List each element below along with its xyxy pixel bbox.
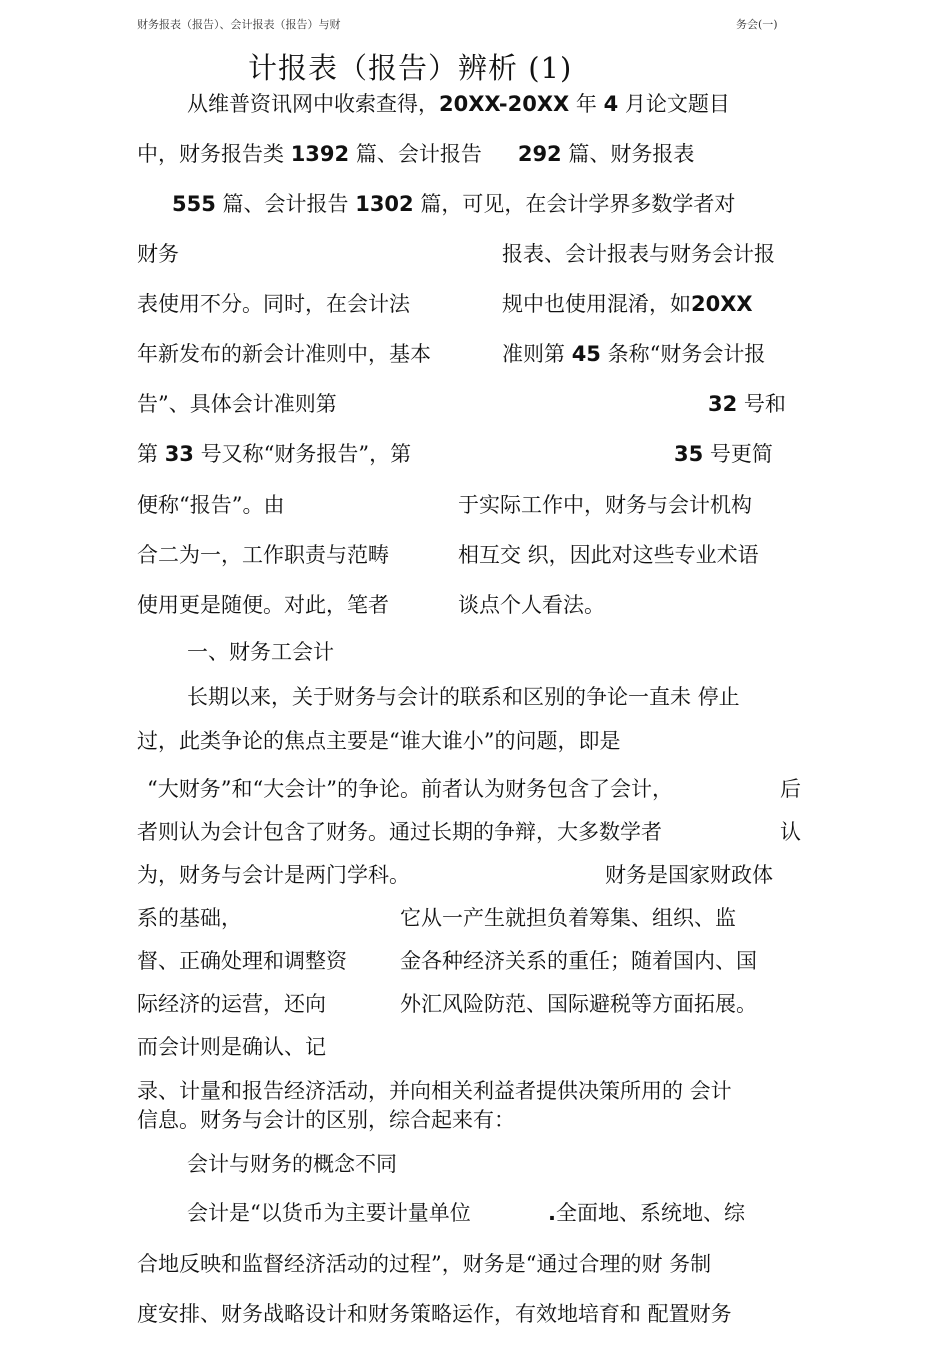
body-line-9: 而会计则是确认、记 — [137, 1035, 326, 1059]
body-line-5a: 为，财务与会计是两门学科。 — [137, 863, 410, 887]
intro-line-2: 中，财务报告类 1392 篇、会计报告 292 篇、财务报表 — [137, 142, 695, 166]
intro-line-1: 从维普资讯网中收索查得，20XX-20XX 年 4 月论文题目 — [187, 92, 730, 116]
header-left: 财务报表（报告）、会计报表（报告）与财 — [137, 18, 341, 31]
body-line-3a: “大财务”和“大会计”的争论。前者认为财务包含了会计， — [147, 777, 673, 801]
intro-line-9a: 便称“报告”。由 — [137, 493, 285, 517]
body-line-12b: .全面地、系统地、综 — [548, 1201, 745, 1225]
intro-line-7b: 32 号和 — [708, 392, 786, 416]
intro-line-11b: 谈点个人看法。 — [458, 593, 605, 617]
body-line-5b: 财务是国家财政体 — [605, 863, 773, 887]
body-line-1: 长期以来，关于财务与会计的联系和区别的争论一直未 停止 — [187, 685, 740, 709]
intro-line-5b: 规中也使用混淆，如20XX — [502, 292, 753, 316]
body-line-7b: 金各种经济关系的重任；随着国内、国 — [400, 949, 757, 973]
body-line-3b: 后 — [780, 777, 801, 801]
intro-line-9b: 于实际工作中，财务与会计机构 — [458, 493, 752, 517]
intro-line-6a: 年新发布的新会计准则中，基本 — [137, 342, 431, 366]
intro-line-10b: 相互交 织，因此对这些专业术语 — [458, 543, 759, 567]
intro-line-8b: 35 号更简 — [674, 442, 773, 466]
intro-line-8a: 第 33 号又称“财务报告”，第 — [137, 442, 412, 466]
body-line-4b: 认 — [780, 820, 801, 844]
body-line-11: 信息。财务与会计的区别，综合起来有： — [137, 1108, 515, 1132]
intro-line-5a: 表使用不分。同时，在会计法 — [137, 292, 410, 316]
section-heading: 一、财务工会计 — [187, 640, 334, 664]
page-title: 计报表（报告）辨析 (1) — [248, 51, 573, 85]
subheading: 会计与财务的概念不同 — [187, 1152, 397, 1176]
body-line-13: 合地反映和监督经济活动的过程”，财务是“通过合理的财 务制 — [137, 1252, 712, 1276]
intro-line-4a: 财务 — [137, 242, 179, 266]
body-line-4a: 者则认为会计包含了财务。通过长期的争辩，大多数学者 — [137, 820, 662, 844]
intro-line-11a: 使用更是随便。对此，笔者 — [137, 593, 389, 617]
body-line-14: 度安排、财务战略设计和财务策略运作，有效地培育和 配置财务 — [137, 1302, 732, 1326]
intro-line-10a: 合二为一，工作职责与范畴 — [137, 543, 389, 567]
header-right: 务会(一) — [736, 18, 778, 31]
body-line-8a: 际经济的运营，还向 — [137, 992, 326, 1016]
body-line-6a: 系的基础， — [137, 906, 242, 930]
intro-line-7a: 告”、具体会计准则第 — [137, 392, 337, 416]
body-line-6b: 它从一产生就担负着筹集、组织、监 — [400, 906, 736, 930]
intro-line-6b: 准则第 45 条称“财务会计报 — [502, 342, 766, 366]
body-line-8b: 外汇风险防范、国际避税等方面拓展。 — [400, 992, 757, 1016]
body-line-2: 过，此类争论的焦点主要是“谁大谁小”的问题，即是 — [137, 729, 621, 753]
intro-line-3: 555 篇、会计报告 1302 篇，可见，在会计学界多数学者对 — [172, 192, 736, 216]
intro-line-4b: 报表、会计报表与财务会计报 — [502, 242, 775, 266]
body-line-7a: 督、正确处理和调整资 — [137, 949, 347, 973]
body-line-10: 录、计量和报告经济活动，并向相关利益者提供决策所用的 会计 — [137, 1079, 732, 1103]
body-line-12a: 会计是“以货币为主要计量单位 — [187, 1201, 471, 1225]
